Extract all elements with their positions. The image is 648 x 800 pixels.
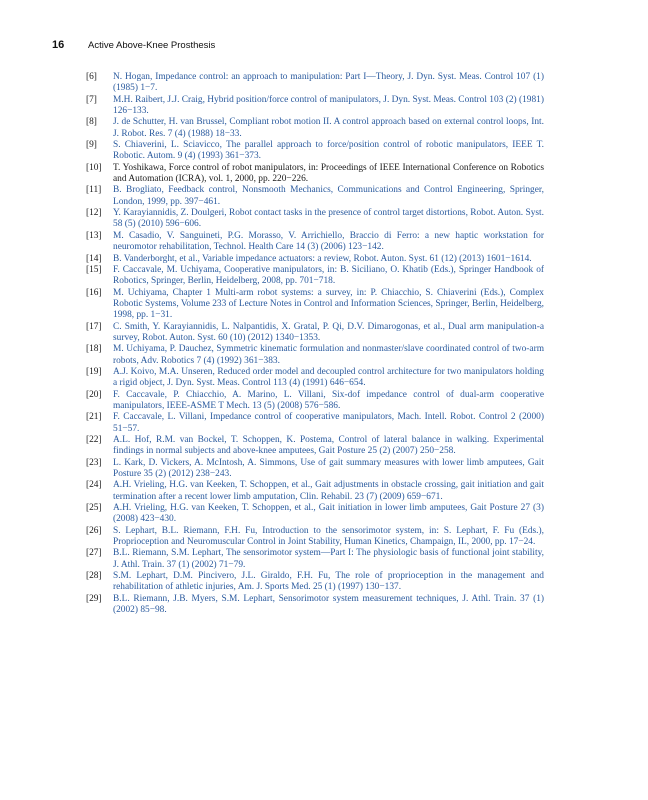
reference-number: [6] [86,72,97,82]
reference-item [88,185,544,208]
reference-number: [25] [86,503,102,514]
reference-number: [9] [86,140,97,151]
reference-text: T. Yoshikawa, Force control of robot manipulators, in: Proceedings of IEEE International Conference on Robotics and Automation (ICRA), vol. 1, 2000, pp. 220−226. [113,162,544,185]
reference-list [88,72,544,617]
reference-link[interactable]: F. Caccavale, L. Villani, Impedance control of cooperative manipulators, Mach. Intell. Robot. Control 2 (2000) 51−57. [113,412,544,434]
reference-link[interactable]: M. Uchiyama, Chapter 1 Multi-arm robot systems: a survey, in: P. Chiacchio, S. Chiaverini (Eds.), Complex Robotic Systems, Volume 233 of Lecture Notes in Control and Information Sciences, Springer, Berlin, Heidelberg, 1998, pp. 1−31. [113,287,544,321]
reference-number: [20] [86,389,102,400]
reference-link[interactable]: L. Kark, D. Vickers, A. McIntosh, A. Simmons, Use of gait summary measures with lower limb amputees, Gait Posture 35 (2) (2012) 238−243. [113,457,544,480]
reference-link[interactable]: M. Casadio, V. Sanguineti, P.G. Morasso, V. Arrichiello, Braccio di Ferro: a new haptic workstation for neuromotor rehabilitation, Technol. Health Care 14 (3) (2006) 123−142. [113,230,544,253]
reference-number: [7] [86,94,97,105]
reference-link[interactable]: S. Lephart, B.L. Riemann, F.H. Fu, Introduction to the sensorimotor system, in: S. Lephart, F. Fu (Eds.), Proprioception and Neuromuscular Control in Joint Stability, Human Kinetics, Champaign, IL, 2000, pp. 17−24. [113,525,544,548]
reference-item [88,72,544,95]
reference-number: [14] [86,253,102,264]
reference-number: [24] [86,480,102,491]
reference-link[interactable]: N. Hogan, Impedance control: an approach to manipulation: Part I—Theory, J. Dyn. Syst. Meas. Control 107 (1) (1985) 1−7. [113,72,544,94]
reference-link[interactable]: M. Uchiyama, P. Dauchez, Symmetric kinematic formulation and nonmaster/slave coordinated control of two-arm robots, Adv. Robotics 7 (4) (1992) 361−383. [113,344,544,366]
reference-link[interactable]: S. Chiaverini, L. Sciavicco, The parallel approach to force/position control of robotic manipulators, IEEE T. Robotic. Autom. 9 (4) (1993) 361−373. [113,140,544,162]
reference-item [88,390,544,413]
reference-link[interactable]: B. Brogliato, Feedback control, Nonsmooth Mechanics, Communications and Control Engineering, Springer, London, 1999, pp. 397−461. [113,185,544,207]
reference-number: [22] [86,435,102,445]
reference-link[interactable]: A.J. Koivo, M.A. Unseren, Reduced order model and decoupled control architecture for two manipulators holding a rigid object, J. Dyn. Syst. Meas. Control 113 (4) (1991) 646−654. [113,366,544,389]
reference-item [88,435,544,458]
reference-item [88,571,544,594]
reference-item [88,117,544,140]
reference-item [88,95,544,118]
reference-item [88,480,544,503]
reference-item [88,254,544,265]
page-number: 16 [52,39,65,51]
page-header [52,39,215,51]
reference-item [88,458,544,481]
reference-number: [26] [86,525,102,536]
reference-item [88,288,544,322]
reference-number: [16] [86,287,102,298]
reference-link[interactable]: M.H. Raibert, J.J. Craig, Hybrid position/force control of manipulators, J. Dyn. Syst. Meas. Control 103 (2) (1981) 126−133. [113,94,544,117]
reference-number: [17] [86,321,102,332]
reference-number: [15] [86,264,102,275]
reference-item [88,548,544,571]
reference-number: [19] [86,366,102,377]
reference-number: [13] [86,230,102,241]
reference-item [88,412,544,435]
reference-link[interactable]: F. Caccavale, P. Chiacchio, A. Marino, L. Villani, Six-dof impedance control of dual-arm cooperative manipulators, IEEE-ASME T Mech. 13 (5) (2008) 576−586. [113,389,544,411]
reference-number: [27] [86,548,102,559]
reference-link[interactable]: A.H. Vrieling, H.G. van Keeken, T. Schoppen, et al., Gait initiation in lower limb amputees, Gait Posture 27 (3) (2008) 423−430. [113,503,544,525]
reference-number: [28] [86,571,102,582]
reference-item [88,367,544,390]
reference-link[interactable]: A.L. Hof, R.M. van Bockel, T. Schoppen, K. Postema, Control of lateral balance in walking. Experimental findings in normal subjects and above-knee amputees, Gait Posture 25 (2) (2007) 250−258. [113,435,544,457]
reference-number: [29] [86,593,102,604]
reference-link[interactable]: B.L. Riemann, J.B. Myers, S.M. Lephart, Sensorimotor system measurement techniques, J. Athl. Train. 37 (1) (2002) 85−98. [113,593,544,616]
reference-number: [11] [86,185,102,196]
reference-number: [21] [86,412,102,423]
reference-number: [18] [86,344,102,355]
reference-link[interactable]: F. Caccavale, M. Uchiyama, Cooperative manipulators, in: B. Siciliano, O. Khatib (Eds.), Springer Handbook of Robotics, Springer, Berlin, Heidelberg, 2008, pp. 701−718. [113,264,544,287]
reference-link[interactable]: C. Smith, Y. Karayiannidis, L. Nalpantidis, X. Gratal, P. Qi, D.V. Dimarogonas, et al., Dual arm manipulation-a survey, Robot. Auton. Syst. 60 (10) (2012) 1340−1353. [113,321,544,343]
reference-link[interactable]: B.L. Riemann, S.M. Lephart, The sensorimotor system—Part I: The physiologic basis of functional joint stability, J. Athl. Train. 37 (1) (2002) 71−79. [113,548,544,570]
reference-link[interactable]: Y. Karayiannidis, Z. Doulgeri, Robot contact tasks in the presence of control target distortions, Robot. Auton. Syst. 58 (5) (2010) 596−606. [113,208,544,230]
reference-number: [8] [86,117,97,128]
reference-item [88,163,544,186]
reference-item [88,140,544,163]
reference-link[interactable]: S.M. Lephart, D.M. Pincivero, J.L. Giraldo, F.H. Fu, The role of proprioception in the management and rehabilitation of athletic injuries, Am. J. Sports Med. 25 (1) (1997) 130−137. [113,571,544,593]
reference-number: [23] [86,457,102,468]
reference-item [88,503,544,526]
reference-number: [10] [86,162,102,173]
reference-link[interactable]: J. de Schutter, H. van Brussel, Compliant robot motion II. A control approach based on external control loops, Int. J. Robot. Res. 7 (4) (1988) 18−33. [113,117,544,139]
reference-link[interactable]: A.H. Vrieling, H.G. van Keeken, T. Schoppen, et al., Gait adjustments in obstacle crossing, gait initiation and gait termination after a recent lower limb amputation, Clin. Rehabil. 23 (7) (2009) 659−671. [113,480,544,502]
reference-item [88,265,544,288]
reference-number: [12] [86,208,102,219]
reference-link[interactable]: B. Vanderborght, et al., Variable impedance actuators: a review, Robot. Auton. Syst. 61 (12) (2013) 1601−1614. [113,253,532,264]
reference-item [88,526,544,549]
reference-item [88,322,544,345]
reference-item [88,344,544,367]
reference-item [88,231,544,254]
reference-item [88,208,544,231]
running-title: Active Above-Knee Prosthesis [88,40,216,51]
reference-item [88,594,544,617]
